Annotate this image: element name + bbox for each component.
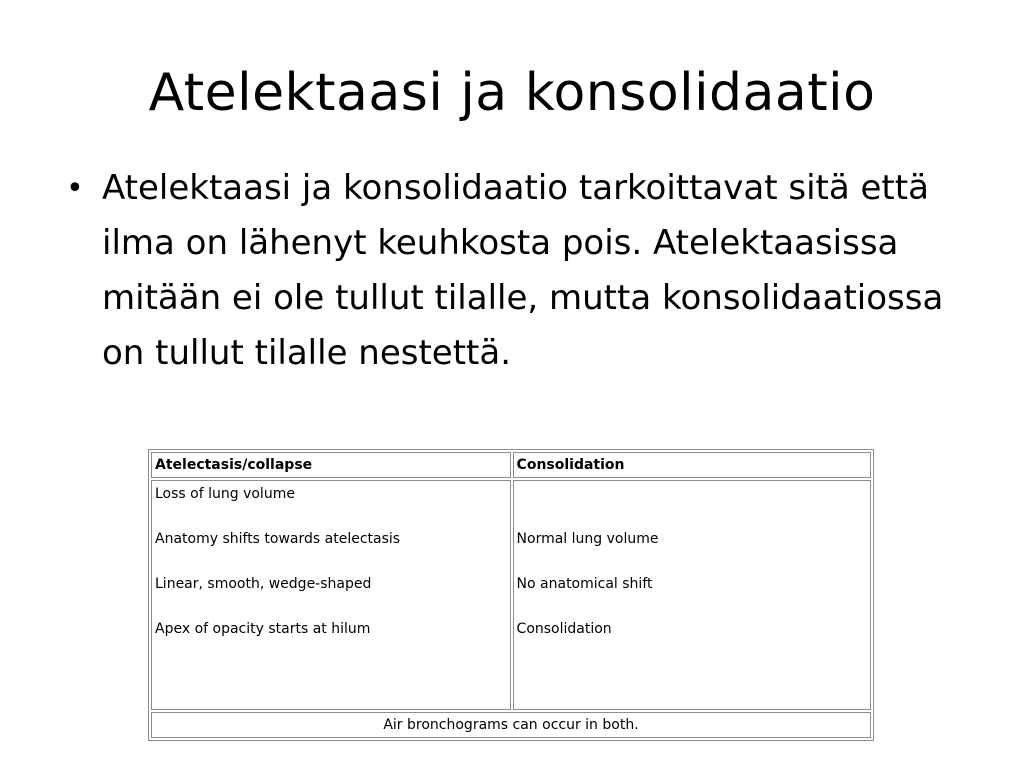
list-item: Apex of opacity starts at hilum [155,621,371,637]
list-item: Normal lung volume [516,530,659,547]
table-header-row [151,452,871,478]
list-item: Linear, smooth, wedge-shaped [155,576,372,592]
atelectasis-cell [151,480,511,710]
list-item: Loss of lung volume [155,486,295,502]
bullet-list [60,161,980,381]
slide-title: Atelektaasi ja konsolidaatio [148,63,876,123]
table-footer-row [151,712,871,738]
table-footer: Air bronchograms can occur in both. [151,712,871,738]
list-item: Consolidation [516,620,612,637]
bullet-icon: • [66,171,84,206]
header-atelectasis: Atelectasis/collapse [151,452,511,478]
bullet-text: Atelektaasi ja konsolidaatio tarkoittavat sitä että ilma on lähenyt keuhkosta pois. Atelektaasissa mitään ei ole tullut tilalle, mutta konsolidaatiossa on tullut tilalle nestettä. [102,168,944,373]
list-item: No anatomical shift [516,575,653,592]
comparison-table [148,449,874,741]
consolidation-cell [513,480,871,710]
header-consolidation: Consolidation [513,452,871,478]
list-item: Anatomy shifts towards atelectasis [155,531,401,547]
table-row [151,480,871,710]
bullet-item [60,161,980,381]
